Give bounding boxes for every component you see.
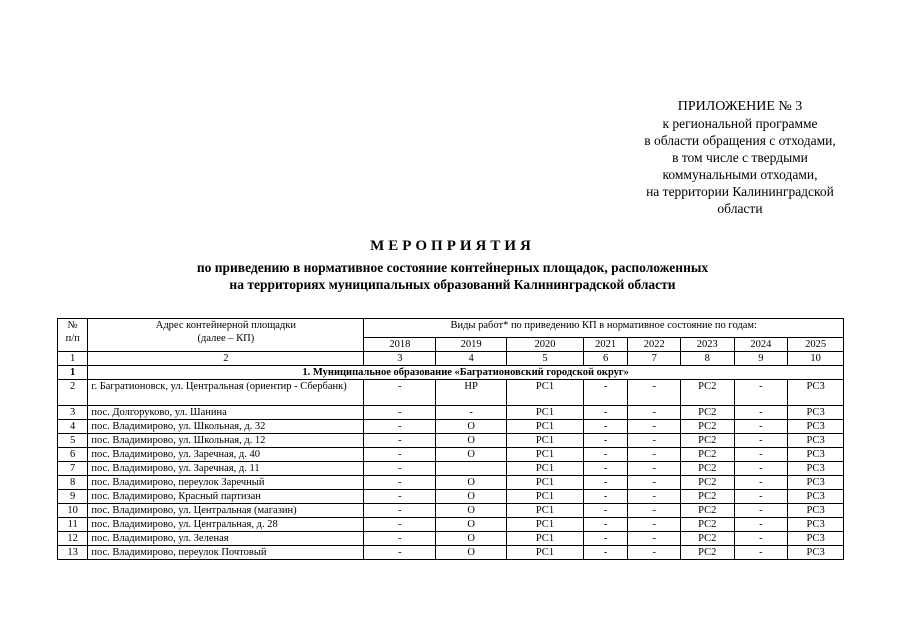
table-row — [58, 434, 844, 448]
appendix-line: в том числе с твердыми — [672, 150, 808, 165]
year-value-cell: РС2 — [680, 420, 734, 434]
year-value-cell: - — [583, 518, 628, 532]
year-value-cell: О — [436, 448, 507, 462]
year-value-cell: - — [734, 546, 788, 560]
year-value-cell: - — [734, 490, 788, 504]
year-value-cell: РС3 — [788, 546, 844, 560]
year-value-cell: НР — [436, 380, 507, 406]
section-number: 1 — [58, 366, 88, 380]
row-address: пос. Владимирово, ул. Заречная, д. 11 — [88, 462, 364, 476]
year-value-cell: - — [734, 518, 788, 532]
year-value-cell: РС3 — [788, 532, 844, 546]
table-row — [58, 476, 844, 490]
year-value-cell: - — [583, 504, 628, 518]
year-value-cell: РС1 — [507, 448, 584, 462]
table-row — [58, 406, 844, 420]
subtitle-line-1: по приведению в нормативное состояние контейнерных площадок, расположенных — [196, 260, 709, 275]
year-value-cell: РС1 — [507, 546, 584, 560]
year-value-cell: - — [628, 490, 681, 504]
table-row — [58, 448, 844, 462]
year-value-cell: РС2 — [680, 490, 734, 504]
row-number: 5 — [58, 434, 88, 448]
year-value-cell: О — [436, 434, 507, 448]
year-value-cell: - — [364, 406, 436, 420]
year-value-cell: РС3 — [788, 406, 844, 420]
column-number: 9 — [734, 352, 788, 366]
year-value-cell: - — [583, 490, 628, 504]
row-number: 7 — [58, 462, 88, 476]
year-value-cell: - — [583, 380, 628, 406]
year-value-cell: РС1 — [507, 532, 584, 546]
appendix-line: области — [717, 201, 763, 216]
row-number: 3 — [58, 406, 88, 420]
year-value-cell: РС1 — [507, 380, 584, 406]
year-value-cell: - — [628, 434, 681, 448]
year-value-cell: РС2 — [680, 532, 734, 546]
year-value-cell: - — [734, 476, 788, 490]
column-number: 4 — [436, 352, 507, 366]
table-row — [58, 490, 844, 504]
year-value-cell: - — [364, 476, 436, 490]
subtitle-line-2: на территориях муниципальных образований Калининградской области — [229, 277, 676, 292]
year-value-cell: - — [364, 420, 436, 434]
year-value-cell: - — [628, 518, 681, 532]
appendix-line: коммунальными отходами, — [662, 167, 818, 182]
year-value-cell: - — [583, 406, 628, 420]
column-number: 3 — [364, 352, 436, 366]
row-address: г. Багратионовск, ул. Центральная (ориентир - Сбербанк) — [88, 380, 364, 406]
year-value-cell: - — [583, 434, 628, 448]
year-value-cell: РС2 — [680, 462, 734, 476]
year-cell: 2019 — [436, 338, 507, 352]
year-value-cell: РС1 — [507, 518, 584, 532]
column-numbers-row — [58, 352, 844, 366]
year-value-cell: - — [583, 546, 628, 560]
row-address: пос. Владимирово, переулок Почтовый — [88, 546, 364, 560]
table-row — [58, 504, 844, 518]
year-cell: 2021 — [583, 338, 628, 352]
year-value-cell: РС3 — [788, 462, 844, 476]
document-title: МЕРОПРИЯТИЯ — [370, 238, 535, 254]
header-address: Адрес контейнерной площадки (далее – КП) — [88, 319, 364, 352]
year-value-cell: О — [436, 546, 507, 560]
appendix-line: к региональной программе — [662, 116, 818, 131]
year-value-cell: - — [364, 380, 436, 406]
header-row-1 — [58, 319, 844, 338]
year-value-cell: - — [364, 448, 436, 462]
year-value-cell: РС1 — [507, 490, 584, 504]
document-subtitle — [0, 259, 905, 293]
year-value-cell: - — [583, 448, 628, 462]
year-value-cell: РС3 — [788, 490, 844, 504]
row-address: пос. Долгоруково, ул. Шанина — [88, 406, 364, 420]
appendix-title: ПРИЛОЖЕНИЕ № 3 — [677, 99, 803, 114]
year-value-cell: - — [364, 462, 436, 476]
row-number: 8 — [58, 476, 88, 490]
year-cell: 2020 — [507, 338, 584, 352]
measures-table — [57, 318, 844, 560]
year-value-cell: РС1 — [507, 420, 584, 434]
year-value-cell: - — [583, 476, 628, 490]
year-value-cell: РС2 — [680, 476, 734, 490]
year-value-cell: РС2 — [680, 406, 734, 420]
year-value-cell: РС1 — [507, 476, 584, 490]
row-address: пос. Владимирово, ул. Центральная, д. 28 — [88, 518, 364, 532]
section-row — [58, 366, 844, 380]
table-row — [58, 532, 844, 546]
year-value-cell: РС1 — [507, 406, 584, 420]
year-value-cell: О — [436, 518, 507, 532]
column-number: 8 — [680, 352, 734, 366]
year-value-cell: РС3 — [788, 476, 844, 490]
section-title: 1. Муниципальное образование «Багратионовский городской округ» — [88, 366, 844, 380]
year-value-cell: - — [734, 532, 788, 546]
year-value-cell: - — [628, 462, 681, 476]
row-number: 13 — [58, 546, 88, 560]
year-value-cell: О — [436, 504, 507, 518]
column-number: 10 — [788, 352, 844, 366]
year-value-cell: О — [436, 490, 507, 504]
year-cell: 2022 — [628, 338, 681, 352]
year-value-cell: - — [364, 504, 436, 518]
year-value-cell: - — [734, 448, 788, 462]
year-value-cell: - — [364, 434, 436, 448]
row-number: 2 — [58, 380, 88, 406]
year-cell: 2025 — [788, 338, 844, 352]
row-number: 4 — [58, 420, 88, 434]
year-value-cell: РС2 — [680, 546, 734, 560]
row-number: 12 — [58, 532, 88, 546]
year-value-cell: - — [734, 420, 788, 434]
column-number: 2 — [88, 352, 364, 366]
appendix-line: на территории Калининградской — [646, 184, 834, 199]
year-value-cell: - — [734, 380, 788, 406]
year-value-cell: РС3 — [788, 518, 844, 532]
row-number: 11 — [58, 518, 88, 532]
year-value-cell: - — [628, 476, 681, 490]
year-value-cell: РС3 — [788, 504, 844, 518]
row-number: 10 — [58, 504, 88, 518]
year-value-cell: РС2 — [680, 380, 734, 406]
table-row — [58, 462, 844, 476]
table-row — [58, 380, 844, 406]
year-value-cell: - — [734, 462, 788, 476]
column-number: 6 — [583, 352, 628, 366]
year-value-cell: РС2 — [680, 434, 734, 448]
year-value-cell: РС2 — [680, 504, 734, 518]
appendix-line: в области обращения с отходами, — [644, 133, 836, 148]
table-row — [58, 518, 844, 532]
year-value-cell: - — [364, 490, 436, 504]
row-address: пос. Владимирово, Красный партизан — [88, 490, 364, 504]
year-value-cell: РС1 — [507, 504, 584, 518]
year-value-cell: О — [436, 420, 507, 434]
year-value-cell: - — [583, 462, 628, 476]
row-number: 6 — [58, 448, 88, 462]
year-value-cell: - — [628, 406, 681, 420]
year-value-cell: - — [734, 504, 788, 518]
year-value-cell: РС2 — [680, 448, 734, 462]
year-value-cell: РС3 — [788, 420, 844, 434]
row-address: пос. Владимирово, ул. Зеленая — [88, 532, 364, 546]
year-value-cell — [436, 462, 507, 476]
column-number: 7 — [628, 352, 681, 366]
year-value-cell: - — [734, 434, 788, 448]
table-row — [58, 420, 844, 434]
year-value-cell: О — [436, 532, 507, 546]
year-cell: 2023 — [680, 338, 734, 352]
year-value-cell: РС1 — [507, 462, 584, 476]
header-number: № п/п — [58, 319, 88, 352]
appendix-block — [590, 98, 890, 217]
year-value-cell: - — [734, 406, 788, 420]
year-value-cell: О — [436, 476, 507, 490]
year-value-cell: - — [628, 532, 681, 546]
year-value-cell: РС3 — [788, 448, 844, 462]
year-value-cell: - — [436, 406, 507, 420]
column-number: 5 — [507, 352, 584, 366]
year-value-cell: - — [364, 546, 436, 560]
year-cell: 2024 — [734, 338, 788, 352]
year-value-cell: РС3 — [788, 380, 844, 406]
year-cell: 2018 — [364, 338, 436, 352]
year-value-cell: РС3 — [788, 434, 844, 448]
year-value-cell: - — [583, 532, 628, 546]
row-address: пос. Владимирово, переулок Заречный — [88, 476, 364, 490]
row-address: пос. Владимирово, ул. Школьная, д. 32 — [88, 420, 364, 434]
row-number: 9 — [58, 490, 88, 504]
year-value-cell: - — [628, 504, 681, 518]
row-address: пос. Владимирово, ул. Заречная, д. 40 — [88, 448, 364, 462]
table-row — [58, 546, 844, 560]
year-value-cell: - — [364, 518, 436, 532]
year-value-cell: - — [628, 448, 681, 462]
row-address: пос. Владимирово, ул. Центральная (магазин) — [88, 504, 364, 518]
year-value-cell: - — [628, 380, 681, 406]
header-works: Виды работ* по приведению КП в нормативное состояние по годам: — [364, 319, 844, 338]
year-value-cell: РС1 — [507, 434, 584, 448]
row-address: пос. Владимирово, ул. Школьная, д. 12 — [88, 434, 364, 448]
year-value-cell: - — [628, 420, 681, 434]
column-number: 1 — [58, 352, 88, 366]
year-value-cell: - — [628, 546, 681, 560]
year-value-cell: - — [364, 532, 436, 546]
year-value-cell: РС2 — [680, 518, 734, 532]
year-value-cell: - — [583, 420, 628, 434]
